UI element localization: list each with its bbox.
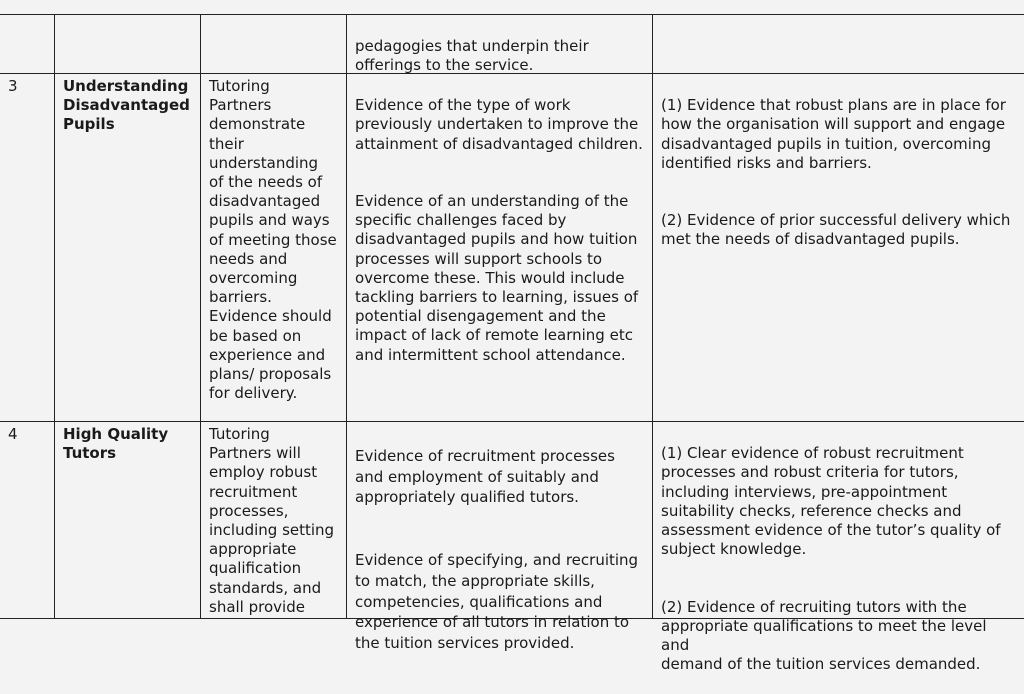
evidence-paragraph: Evidence of an understanding of the specific challenges faced by disadvantaged pupils and how tuition processes will support schools to overcome these. This would include tackling barriers to learning, issues of potential disengagement and the impact of lack of remote learning etc and intermittent school attendance. — [355, 192, 639, 364]
row-number-cell — [0, 15, 54, 73]
evidence-paragraph: Evidence of specifying, and recruiting to match, the appropriate skills, competencies, qualifications and experience of all tutors in relation to the tuition services provided. — [355, 550, 639, 653]
description-cell: Tutoring Partners will employ robust recruitment processes, including setting appropriate qualification standards, and shall provide — [200, 422, 346, 618]
assessment-paragraph: (2) Evidence of prior successful delivery which met the needs of disadvantaged pupils. — [661, 211, 1011, 249]
row-number-cell: 4 — [8, 425, 18, 443]
assessment-paragraph: (1) Clear evidence of robust recruitment processes and robust criteria for tutors, including interviews, pre-appointment suitability checks, reference checks and assessment evidence of the tutor’s quality of subject knowledge. — [661, 444, 1001, 559]
evidence-cell — [346, 15, 652, 73]
assessment-paragraph: (1) Evidence that robust plans are in place for how the organisation will support and engage disadvantaged pupils in tuition, overcoming identified risks and barriers. — [661, 96, 1006, 172]
evidence-cell — [346, 74, 652, 421]
row-number-cell: 3 — [8, 77, 18, 95]
evidence-paragraph: Evidence of the type of work previously undertaken to improve the attainment of disadvantaged children. — [355, 96, 643, 153]
table-row — [0, 73, 1024, 421]
description-cell: Tutoring Partners demonstrate their understanding of the needs of disadvantaged pupils and ways of meeting those needs and overcoming barriers. Evidence should be based on experience and plans/ proposals for delivery. — [200, 74, 346, 421]
criterion-title-cell — [54, 15, 200, 73]
evidence-paragraph: Evidence of recruitment processes and employment of suitably and appropriately qualified tutors. — [355, 446, 615, 507]
assessment-cell — [652, 422, 1024, 674]
criterion-title-cell: Understanding Disadvantaged Pupils — [54, 74, 200, 421]
assessment-cell — [652, 15, 1024, 73]
description-cell — [200, 15, 346, 73]
requirements-table — [0, 14, 1024, 674]
table-row — [0, 14, 1024, 73]
table-row — [0, 421, 1024, 674]
assessment-cell — [652, 74, 1024, 421]
evidence-paragraph: pedagogies that underpin their offerings to the service. — [355, 37, 589, 75]
criterion-title-cell: High Quality Tutors — [54, 422, 200, 618]
evidence-cell — [346, 422, 652, 653]
assessment-paragraph: (2) Evidence of recruiting tutors with the appropriate qualifications to meet the level and demand of the tuition services demanded. — [661, 597, 987, 674]
